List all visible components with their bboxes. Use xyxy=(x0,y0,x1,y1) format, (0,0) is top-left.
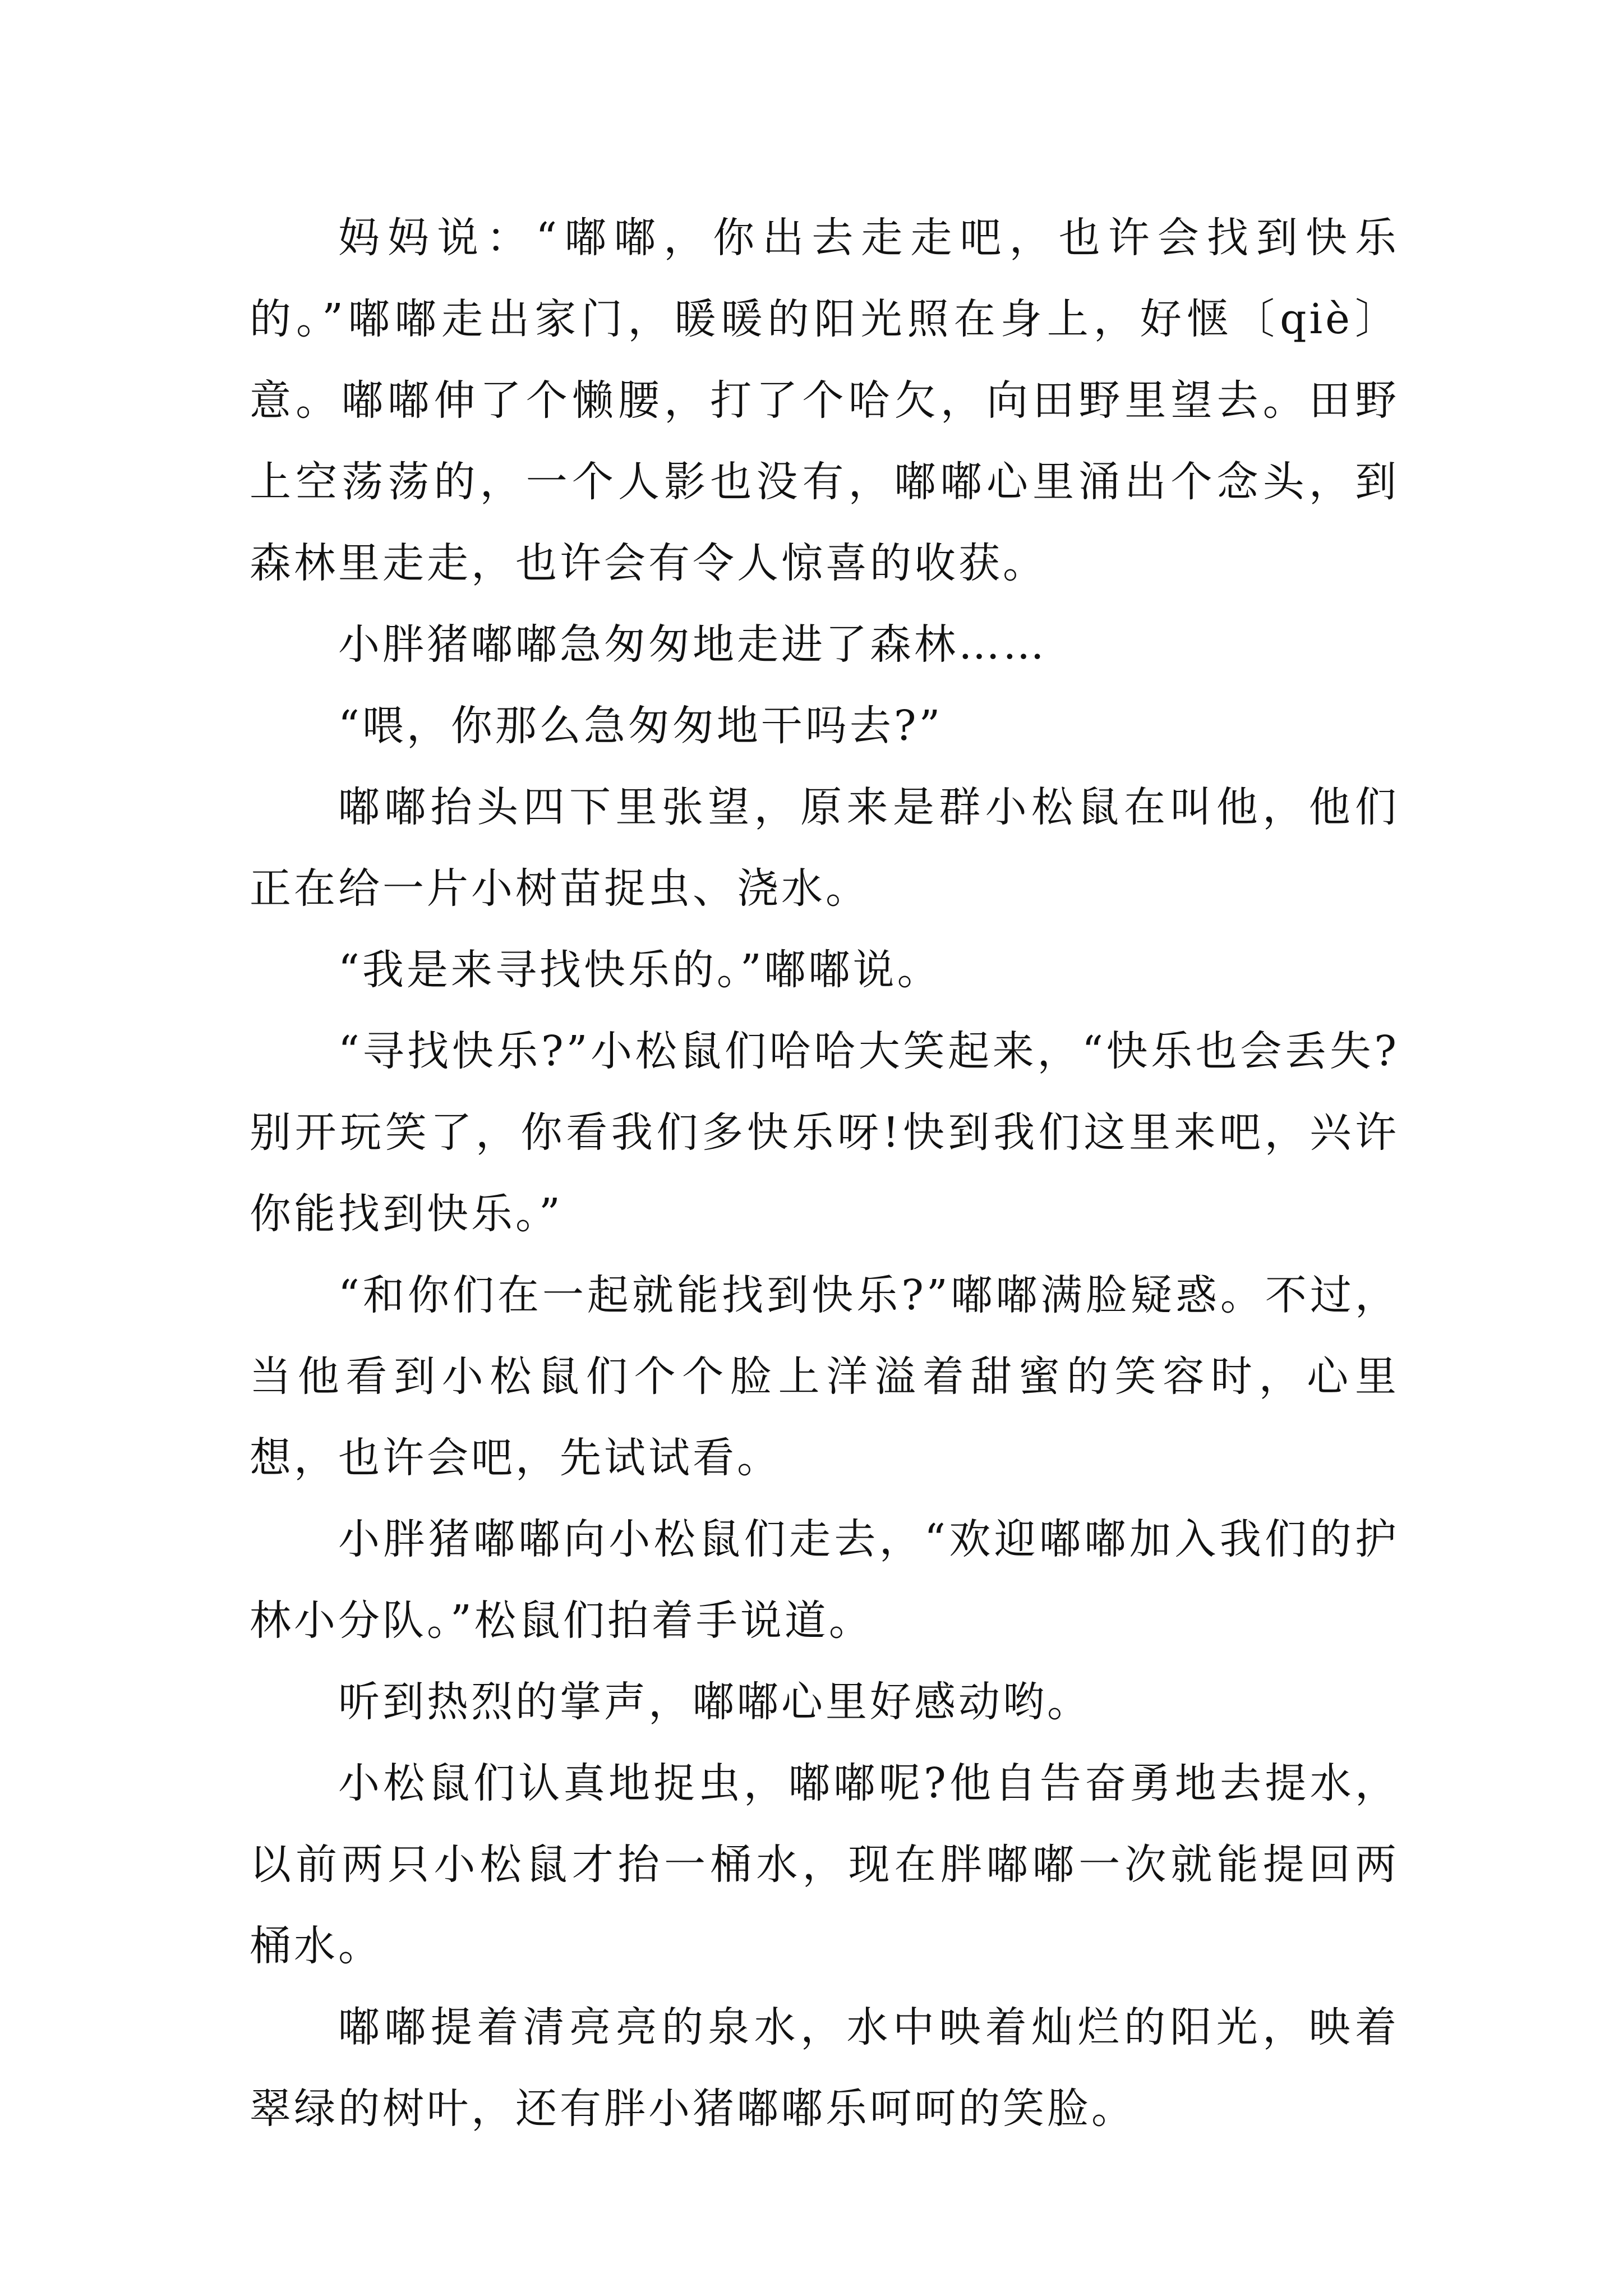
paragraph-11: 嘟嘟提着清亮亮的泉水，水中映着灿烂的阳光，映着翠绿的树叶，还有胖小猪嘟嘟乐呵呵的笑脸。 xyxy=(250,2003,1399,2133)
paragraph-1: 妈妈说：“嘟嘟，你出去走走吧，也许会找到快乐的。”嘟嘟走出家门，暖暖的阳光照在身上，好惬〔qiè〕意。嘟嘟伸了个懒腰，打了个哈欠，向田野里望去。田野上空荡荡的，一个人影也没有，嘟嘟心里涌出个念头，到森林里走走，也许会有令人惊喜的收获。 xyxy=(250,214,1399,587)
paragraph-10: 小松鼠们认真地捉虫，嘟嘟呢?他自告奋勇地去提水，以前两只小松鼠才抬一桶水，现在胖嘟嘟一次就能提回两桶水。 xyxy=(250,1759,1399,1970)
story-text xyxy=(250,197,1399,2150)
paragraph-2: 小胖猪嘟嘟急匆匆地走进了森林…… xyxy=(338,620,1047,669)
paragraph-9: 听到热烈的掌声，嘟嘟心里好感动哟。 xyxy=(338,1678,1091,1726)
paragraph-3: “喂，你那么急匆匆地干吗去?” xyxy=(338,702,943,750)
paragraph-4: 嘟嘟抬头四下里张望，原来是群小松鼠在叫他，他们正在给一片小树苗捉虫、浇水。 xyxy=(250,783,1399,913)
paragraph-8: 小胖猪嘟嘟向小松鼠们走去，“欢迎嘟嘟加入我们的护林小分队。”松鼠们拍着手说道。 xyxy=(250,1515,1399,1645)
paragraph-5: “我是来寻找快乐的。”嘟嘟说。 xyxy=(338,946,942,994)
paragraph-6: “寻找快乐?”小松鼠们哈哈大笑起来，“快乐也会丢失?别开玩笑了，你看我们多快乐呀!快到我们这里来吧，兴许你能找到快乐。” xyxy=(250,1027,1399,1238)
paragraph-7: “和你们在一起就能找到快乐?”嘟嘟满脸疑惑。不过，当他看到小松鼠们个个脸上洋溢着甜蜜的笑容时，心里想，也许会吧，先试试看。 xyxy=(250,1271,1399,1482)
